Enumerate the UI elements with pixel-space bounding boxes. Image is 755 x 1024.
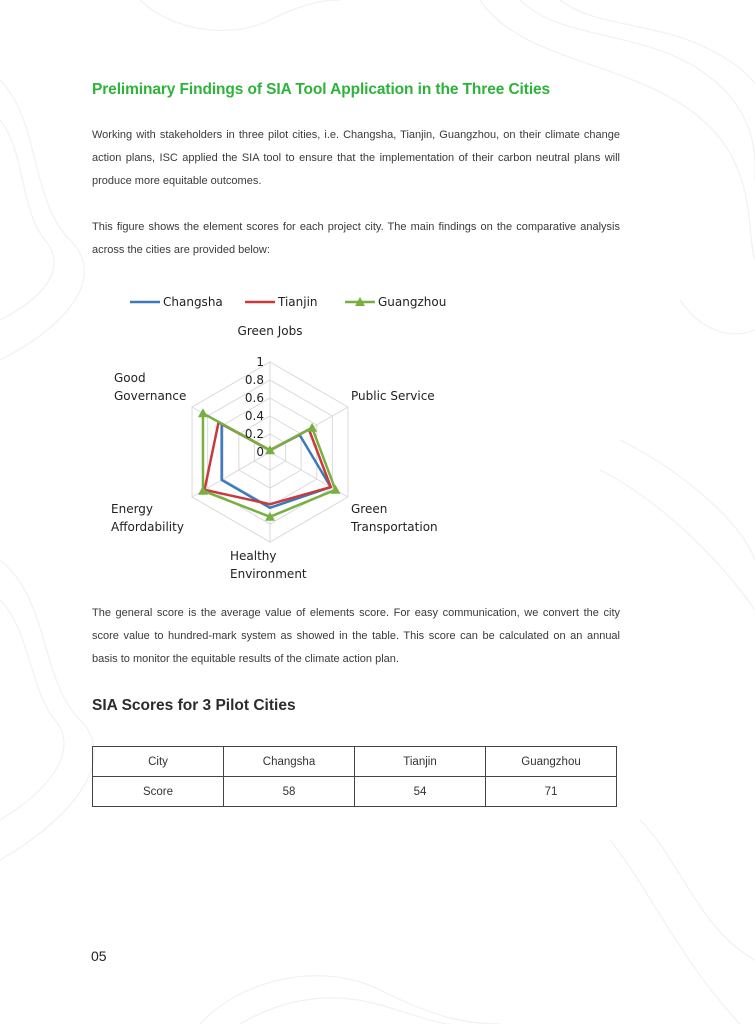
tick-label: 0.2 bbox=[244, 427, 264, 441]
legend-item bbox=[130, 295, 223, 309]
figure-description-paragraph: This figure shows the element scores for each project city. The main findings on the comparative analysis across the cities are provided below: bbox=[92, 221, 620, 256]
section-heading: Preliminary Findings of SIA Tool Application in the Three Cities bbox=[92, 81, 551, 98]
legend-item bbox=[345, 295, 446, 309]
tick-label: 0.6 bbox=[244, 391, 264, 405]
axis-label: Affordability bbox=[111, 520, 184, 534]
legend-label: Changsha bbox=[163, 295, 223, 309]
table-header-cell: City bbox=[93, 747, 224, 777]
legend-item bbox=[245, 295, 318, 309]
table-header-row bbox=[93, 747, 617, 777]
tick-label: 0.8 bbox=[244, 373, 264, 387]
tick-label: 0 bbox=[256, 445, 264, 459]
table-row bbox=[93, 777, 617, 807]
axis-label: Healthy bbox=[230, 549, 277, 563]
axis-label: Green Jobs bbox=[237, 324, 303, 338]
tick-label: 1 bbox=[256, 355, 264, 369]
sia-scores-table bbox=[92, 746, 617, 807]
table-title: SIA Scores for 3 Pilot Cities bbox=[92, 697, 296, 714]
table-cell: 58 bbox=[224, 777, 355, 807]
legend-label: Guangzhou bbox=[378, 295, 447, 309]
table-header-cell: Tianjin bbox=[355, 747, 486, 777]
data-point-marker bbox=[198, 408, 208, 417]
tick-label: 0.4 bbox=[244, 409, 264, 423]
table-cell: 71 bbox=[486, 777, 617, 807]
axis-label: Green bbox=[351, 502, 388, 516]
table-cell: 54 bbox=[355, 777, 486, 807]
axis-label: Energy bbox=[111, 502, 154, 516]
table-header-cell: Guangzhou bbox=[486, 747, 617, 777]
table-cell: Score bbox=[93, 777, 224, 807]
axis-label: Transportation bbox=[351, 520, 438, 534]
intro-paragraph: Working with stakeholders in three pilot cities, i.e. Changsha, Tianjin, Guangzhou, on their climate change action plans, ISC applied the SIA tool to ensure that the implementation of their carbon neutral plans will produce more equitable outcomes. bbox=[92, 129, 620, 187]
axis-label: Governance bbox=[114, 389, 187, 403]
score-explanation-paragraph: The general score is the average value of elements score. For easy communication, we convert the city score value to hundred-mark system as showed in the table. This score can be calculated on an annual basis to monitor the equitable results of the climate action plan. bbox=[92, 607, 620, 665]
axis-label: Environment bbox=[230, 567, 307, 581]
axis-label: Public Service bbox=[351, 389, 435, 403]
legend-label: Tianjin bbox=[278, 295, 318, 309]
table-header-cell: Changsha bbox=[224, 747, 355, 777]
radar-chart bbox=[100, 285, 460, 590]
page-number: 05 bbox=[91, 948, 107, 964]
axis-label: Good bbox=[114, 371, 146, 385]
